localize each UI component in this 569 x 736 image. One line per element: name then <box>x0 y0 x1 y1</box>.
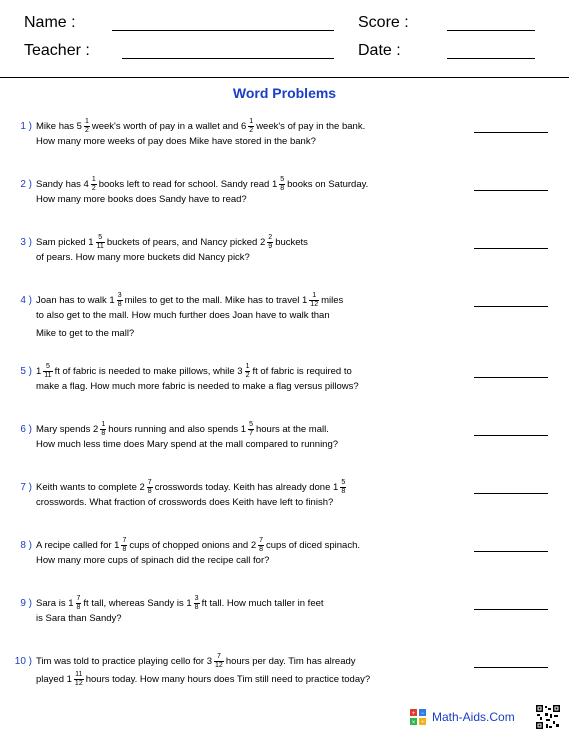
problem-text-line <box>36 479 348 496</box>
fraction-numerator: 1 <box>91 176 96 183</box>
problem-number: 5 ) <box>20 366 32 377</box>
problem-text-line <box>36 136 316 147</box>
fraction-denominator: 8 <box>76 604 81 611</box>
problem-text: ft tall, whereas Sandy is 1 <box>83 598 192 610</box>
problem-number: 3 ) <box>20 237 32 248</box>
math-aids-logo-icon <box>410 709 426 725</box>
answer-blank[interactable] <box>474 551 548 552</box>
problem-text-line <box>36 176 368 193</box>
fraction <box>340 479 346 496</box>
fraction <box>74 671 84 688</box>
fraction <box>91 176 97 193</box>
fraction-numerator: 7 <box>122 537 127 544</box>
fraction-numerator: 3 <box>194 595 199 602</box>
problem-text-line <box>36 537 360 554</box>
problem-text-line <box>36 252 250 263</box>
problem-text: played 1 <box>36 674 72 686</box>
problem-text: crosswords. What fraction of crosswords does Keith have left to finish? <box>36 497 334 508</box>
problem-text: to also get to the mall. How much further does Joan have to walk than <box>36 310 330 321</box>
fraction <box>248 118 254 135</box>
fraction-numerator: 1 <box>309 292 319 301</box>
problem-text-line <box>36 363 352 380</box>
fraction <box>194 595 200 612</box>
problem-text: How much less time does Mary spend at the mall compared to running? <box>36 439 339 450</box>
fraction <box>147 479 153 496</box>
date-label: Date : <box>358 42 401 59</box>
fraction-denominator: 12 <box>310 301 319 308</box>
answer-blank[interactable] <box>474 248 548 249</box>
problem-text-line <box>36 439 338 450</box>
problem-text: buckets of pears, and Nancy picked 2 <box>106 237 266 249</box>
problem-text: Keith wants to complete 2 <box>36 482 145 494</box>
date-field[interactable] <box>447 58 535 59</box>
fraction-denominator: 11 <box>44 372 52 379</box>
fraction-numerator: 7 <box>147 479 152 486</box>
fraction-denominator: 9 <box>268 243 273 250</box>
answer-blank[interactable] <box>474 435 548 436</box>
fraction <box>214 653 224 670</box>
fraction-numerator: 5 <box>341 479 346 486</box>
problem-text: miles <box>321 295 344 307</box>
problem-text: cups of chopped onions and 2 <box>129 540 257 552</box>
problem-text: Sam picked 1 <box>36 237 94 249</box>
fraction-denominator: 8 <box>117 301 122 308</box>
fraction <box>245 363 251 380</box>
fraction-numerator: 7 <box>259 537 264 544</box>
name-label: Name : <box>24 14 76 31</box>
problem-text: How many more weeks of pay does Mike have stored in the bank? <box>36 136 316 147</box>
problem-text: hours at the mall. <box>255 424 329 436</box>
fraction <box>248 421 254 438</box>
answer-blank[interactable] <box>474 493 548 494</box>
answer-blank[interactable] <box>474 667 548 668</box>
problem-number: 1 ) <box>20 121 32 132</box>
score-label: Score : <box>358 14 409 31</box>
svg-text:÷: ÷ <box>420 720 425 725</box>
problem-text-line <box>36 118 365 135</box>
problem-text: Sara is 1 <box>36 598 74 610</box>
fraction-numerator: 2 <box>268 234 273 241</box>
fraction-denominator: 8 <box>194 604 199 611</box>
fraction-numerator: 1 <box>101 421 106 428</box>
teacher-field[interactable] <box>122 58 334 59</box>
fraction-denominator: 8 <box>341 488 346 495</box>
fraction <box>309 292 319 309</box>
problem-text: ft of fabric is required to <box>252 366 352 378</box>
fraction-numerator: 5 <box>96 234 105 243</box>
fraction-denominator: 2 <box>245 372 250 379</box>
problem-text: Tim was told to practice playing cello for 3 <box>36 656 213 668</box>
fraction-denominator: 12 <box>74 680 83 687</box>
problem-text: of pears. How many more buckets did Nancy pick? <box>36 252 250 263</box>
problem-text: buckets <box>275 237 308 249</box>
fraction-numerator: 7 <box>76 595 81 602</box>
fraction <box>96 234 105 251</box>
fraction-denominator: 7 <box>249 430 253 437</box>
svg-text:−: − <box>420 711 425 717</box>
answer-blank[interactable] <box>474 306 548 307</box>
problem-text-line <box>36 194 247 205</box>
problem-text-line <box>36 613 122 624</box>
problem-text: books on Saturday. <box>287 179 369 191</box>
problem-number: 10 ) <box>14 656 32 667</box>
problem-text: Sandy has 4 <box>36 179 89 191</box>
fraction-denominator: 2 <box>84 127 89 134</box>
fraction-numerator: 7 <box>214 653 224 662</box>
problem-text-line <box>36 595 324 612</box>
problem-text: Mary spends 2 <box>36 424 99 436</box>
problem-number: 4 ) <box>20 295 32 306</box>
worksheet-header <box>0 0 569 78</box>
fraction <box>258 537 264 554</box>
fraction <box>100 421 106 438</box>
footer <box>410 706 565 728</box>
fraction-denominator: 11 <box>96 243 104 250</box>
problem-text-line <box>36 555 269 566</box>
score-field[interactable] <box>447 30 535 31</box>
fraction-denominator: 12 <box>215 662 223 669</box>
problem-text-line <box>36 497 333 508</box>
qr-code-icon <box>535 704 561 730</box>
problem-text: week's of pay in the bank. <box>256 121 366 133</box>
fraction-denominator: 8 <box>147 488 152 495</box>
problem-text: Mike to get to the mall? <box>36 328 135 339</box>
problem-text: week's worth of pay in a wallet and 6 <box>91 121 247 133</box>
teacher-label: Teacher : <box>24 42 90 59</box>
fraction-numerator: 5 <box>280 176 285 183</box>
fraction <box>117 292 123 309</box>
problem-text-line <box>36 671 370 688</box>
problem-text-line <box>36 292 343 309</box>
fraction <box>76 595 82 612</box>
problem-number: 6 ) <box>20 424 32 435</box>
problem-text: make a flag. How much more fabric is needed to make a flag versus pillows? <box>36 381 359 392</box>
problem-text: ft tall. How much taller in feet <box>201 598 324 610</box>
fraction-denominator: 8 <box>122 546 127 553</box>
problem-text-line <box>36 381 359 392</box>
fraction-denominator: 2 <box>91 185 96 192</box>
svg-text:×: × <box>411 720 416 725</box>
fraction-denominator: 2 <box>249 127 254 134</box>
fraction <box>267 234 273 251</box>
problem-text: How many more cups of spinach did the recipe call for? <box>36 555 270 566</box>
problem-text: crosswords today. Keith has already done 1 <box>154 482 339 494</box>
problem-text: How many more books does Sandy have to read? <box>36 194 247 205</box>
problem-text-line <box>36 653 356 670</box>
answer-blank[interactable] <box>474 190 548 191</box>
fraction <box>121 537 127 554</box>
header-divider <box>0 77 569 78</box>
problem-text: Mike has 5 <box>36 121 82 133</box>
problem-text-line <box>36 421 329 438</box>
problem-text: miles to get to the mall. Mike has to travel 1 <box>124 295 308 307</box>
svg-text:+: + <box>411 711 416 717</box>
problem-number: 9 ) <box>20 598 32 609</box>
problem-text-line <box>36 328 134 339</box>
problem-text: A recipe called for 1 <box>36 540 120 552</box>
fraction-denominator: 8 <box>259 546 264 553</box>
brand-text: Math-Aids.Com <box>432 710 515 724</box>
fraction-numerator: 5 <box>43 363 52 372</box>
problem-number: 7 ) <box>20 482 32 493</box>
problem-text: cups of diced spinach. <box>266 540 361 552</box>
answer-blank[interactable] <box>474 609 548 610</box>
fraction-numerator: 3 <box>117 292 122 299</box>
fraction-numerator: 1 <box>249 118 254 125</box>
answer-blank[interactable] <box>474 377 548 378</box>
name-field[interactable] <box>112 30 334 31</box>
fraction-denominator: 8 <box>101 430 106 437</box>
problem-number: 2 ) <box>20 179 32 190</box>
problem-text: books left to read for school. Sandy read 1 <box>98 179 278 191</box>
problem-number: 8 ) <box>20 540 32 551</box>
problem-text: ft of fabric is needed to make pillows, while 3 <box>54 366 243 378</box>
problem-text: hours running and also spends 1 <box>108 424 247 436</box>
fraction-numerator: 1 <box>245 363 250 370</box>
fraction-numerator: 11 <box>75 671 83 678</box>
problem-text-line <box>36 234 308 251</box>
fraction-numerator: 5 <box>249 421 253 428</box>
problem-text: hours per day. Tim has already <box>225 656 356 668</box>
problem-text: is Sara than Sandy? <box>36 613 122 624</box>
problem-text: hours today. How many hours does Tim still need to practice today? <box>85 674 371 686</box>
fraction-denominator: 8 <box>280 185 285 192</box>
fraction <box>84 118 90 135</box>
problem-text: Joan has to walk 1 <box>36 295 115 307</box>
fraction <box>43 363 52 380</box>
page-title: Word Problems <box>232 85 337 101</box>
fraction <box>279 176 285 193</box>
answer-blank[interactable] <box>474 132 548 133</box>
fraction-numerator: 1 <box>84 118 89 125</box>
problem-text: 1 <box>36 366 42 378</box>
problem-text-line <box>36 310 330 321</box>
